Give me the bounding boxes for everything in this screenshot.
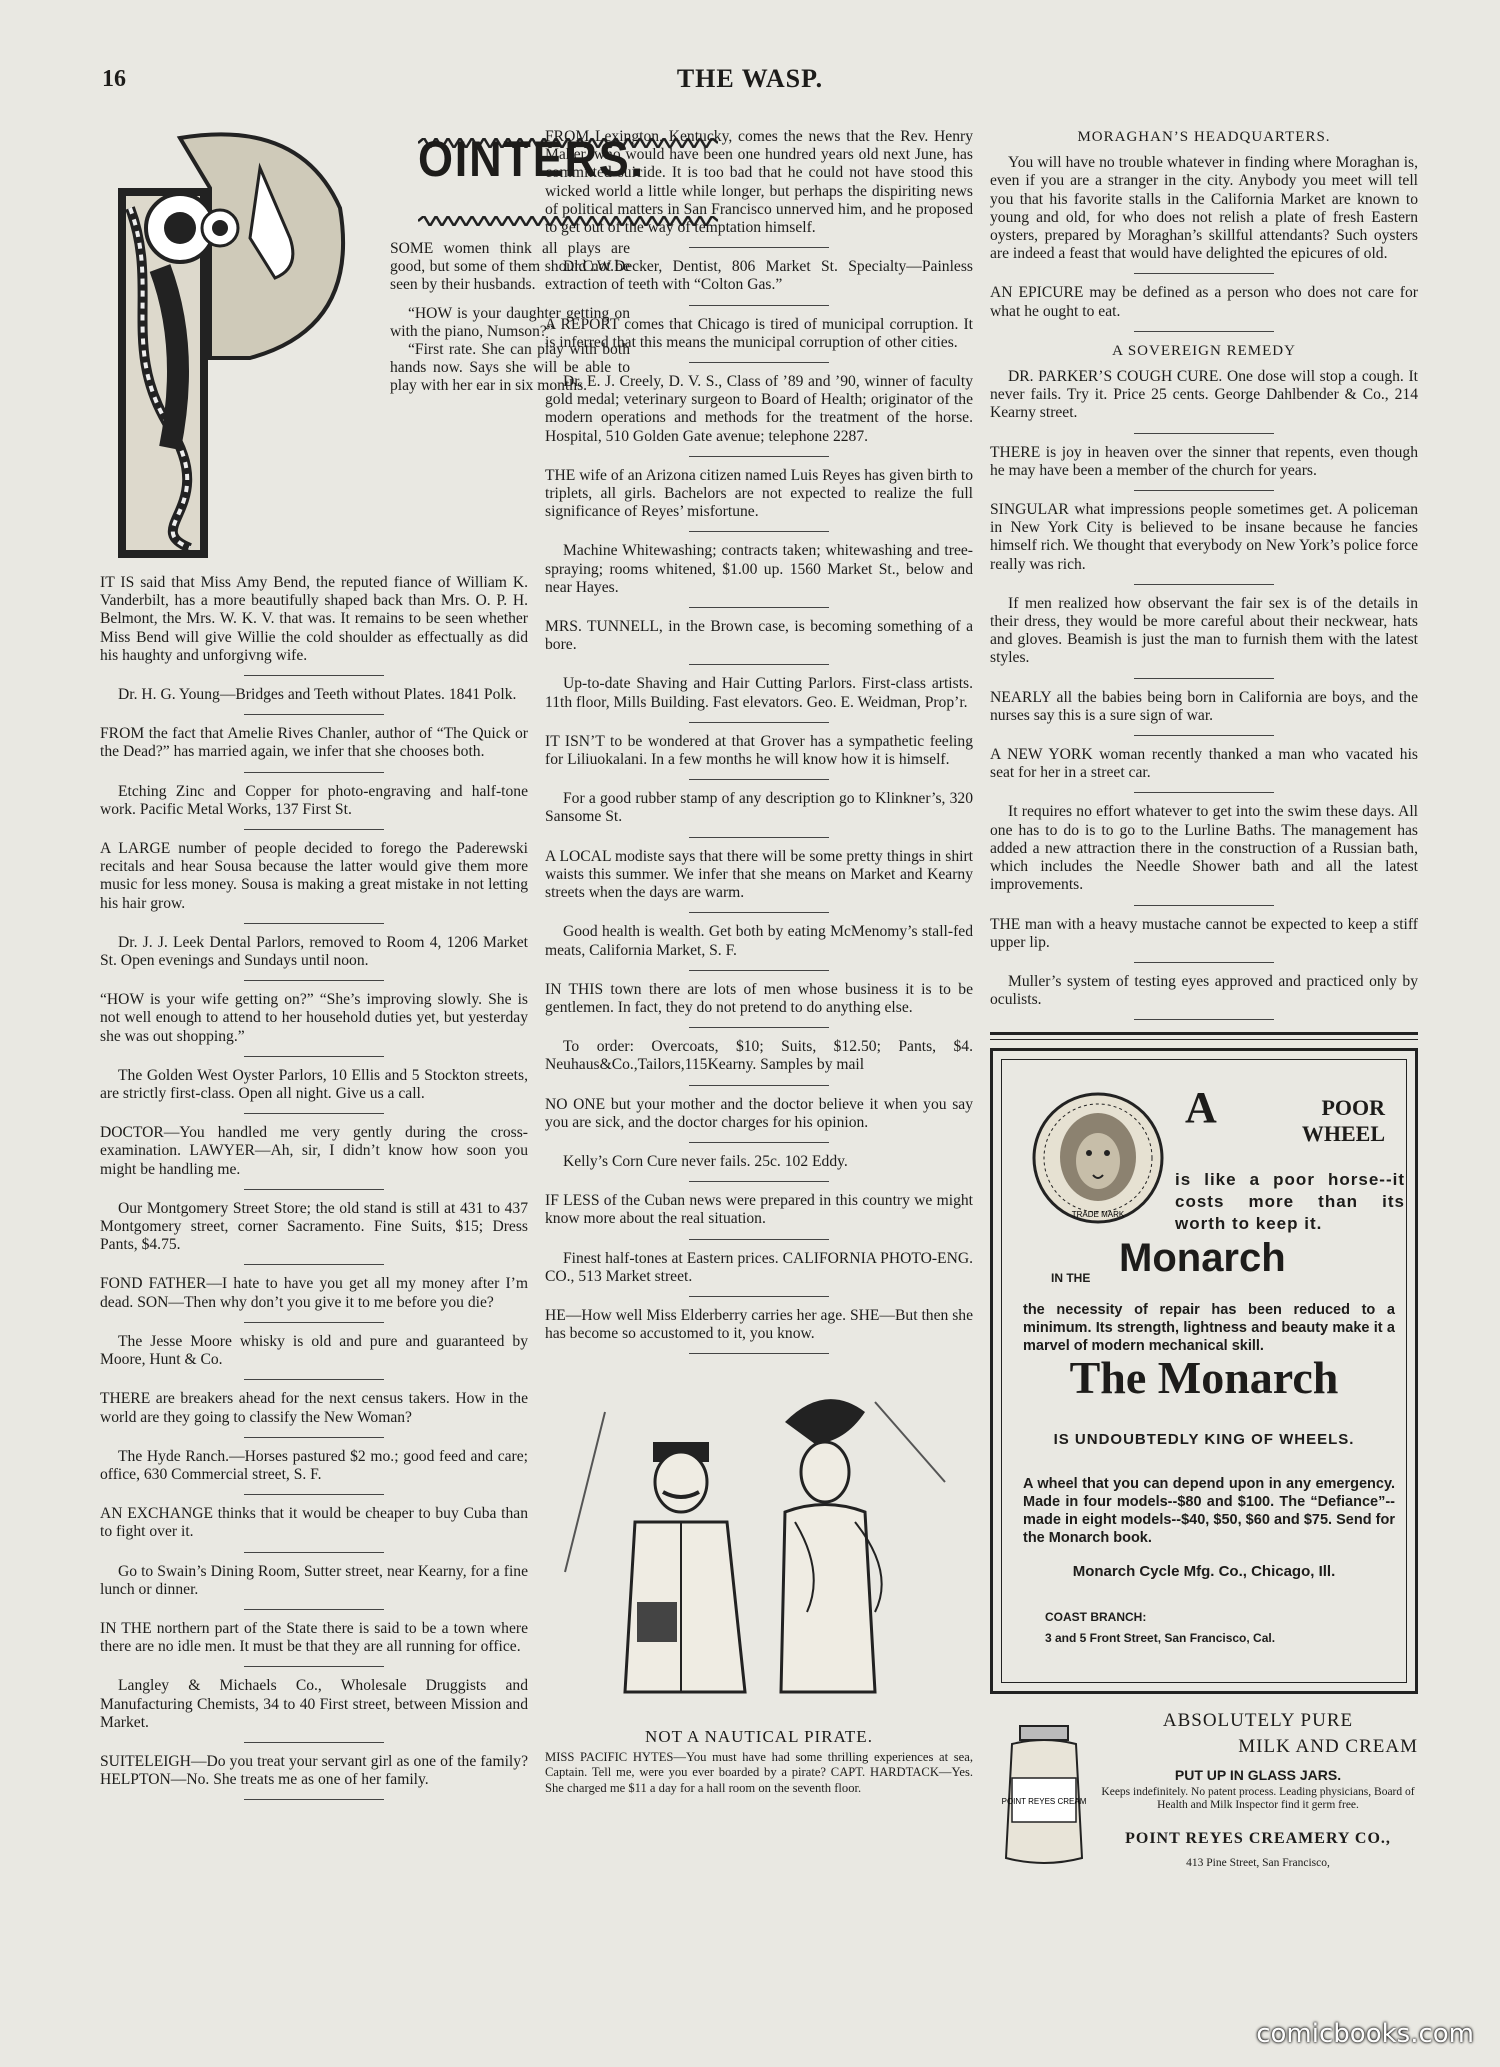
advertisement-item <box>100 1067 528 1103</box>
item-text: DOCTOR—You handled me very gently during the cross-examination. LAWYER—Ah, sir, I didn’t know how soon you might be handling me. <box>100 1124 528 1178</box>
item-text: The Hyde Ranch.—Horses pastured $2 mo.; good feed and care; office, 630 Commercial street, S. F. <box>100 1447 528 1483</box>
item-text: Up-to-date Shaving and Hair Cutting Parlors. First-class artists. 11th floor, Mills Building. Fast elevators. Geo. E. Weidman, Prop’r. <box>545 675 973 711</box>
item-text: AN EXCHANGE thinks that it would be cheaper to buy Cuba than to fight over it. <box>100 1505 528 1541</box>
divider-thick <box>990 1032 1418 1035</box>
divider-thin <box>990 1039 1418 1040</box>
divider <box>689 607 829 608</box>
left-column <box>100 128 645 1810</box>
divider <box>689 970 829 971</box>
paragraph-item <box>545 848 973 903</box>
item-text: THERE are breakers ahead for the next census takers. How in the world are they going to classify the New Woman? <box>100 1390 528 1426</box>
item-text: IF LESS of the Cuban news were prepared in this country we might know more about the real situation. <box>545 1192 973 1228</box>
divider <box>689 1353 829 1354</box>
divider <box>244 675 384 676</box>
advertisement-item <box>100 1677 528 1732</box>
item-text: A NEW YORK woman recently thanked a man who vacated his seat for her in a street car. <box>990 746 1418 782</box>
middle-column <box>545 128 973 1797</box>
item-text: Kelly’s Corn Cure never fails. 25c. 102 Eddy. <box>563 1152 848 1170</box>
item-text: A LARGE number of people decided to forego the Paderewski recitals and hear Sousa because the latter would give them more music for less money. Sousa is making a great mistake in not letting his hair grow. <box>100 840 528 912</box>
advertisement-item <box>545 1038 973 1074</box>
item-text: AN EPICURE may be defined as a person who does not care for what he ought to eat. <box>990 284 1418 320</box>
advertisement-item <box>990 595 1418 668</box>
divider <box>244 1189 384 1190</box>
divider <box>244 1666 384 1667</box>
item-text: IN THE northern part of the State there is said to be a town where there are no idle men. It must be that they are all running for office. <box>100 1619 528 1656</box>
section-heading: A SOVEREIGN REMEDY <box>1112 342 1296 359</box>
item-text: A REPORT comes that Chicago is tired of municipal corruption. It is inferred that this means the municipal corruption of other cities. <box>545 315 973 351</box>
divider <box>1134 1019 1274 1020</box>
paragraph-item <box>100 991 528 1046</box>
item-text: THE wife of an Arizona citizen named Luis Reyes has given birth to triplets, all girls. Bachelors are not expected to realize the full significance of Reyes’ misfortune. <box>545 466 973 521</box>
advertisement-item <box>545 542 973 597</box>
advertisement-item <box>990 368 1418 423</box>
divider <box>689 1296 829 1297</box>
divider <box>1134 735 1274 736</box>
monarch-bicycle-ad <box>990 1048 1418 1694</box>
intro-item: SOME women think all plays are good, but some of them should not be seen by their husbands. <box>390 240 630 294</box>
divider <box>244 1322 384 1323</box>
divider <box>689 1027 829 1028</box>
item-text: Finest half-tones at Eastern prices. CALIFORNIA PHOTO-ENG. CO., 513 Market street. <box>545 1249 973 1285</box>
milk-line-3: PUT UP IN GLASS JARS. <box>1174 1767 1342 1784</box>
trademark-label: TRADE MARK <box>1071 1210 1125 1220</box>
paragraph-item <box>990 689 1418 725</box>
item-text: “HOW is your wife getting on?” “She’s improving slowly. She is not well enough to attend to her household duties yet, but yesterday she was out shopping.” <box>100 991 528 1045</box>
item-text: HE—How well Miss Elderberry carries her age. SHE—But then she has become so accustomed to it, you know. <box>545 1306 973 1343</box>
divider <box>689 722 829 723</box>
right-column <box>990 128 1418 1908</box>
divider <box>1134 792 1274 793</box>
item-text: For a good rubber stamp of any description go to Klinkner’s, 320 Sansome St. <box>545 790 973 826</box>
point-reyes-milk-ad <box>990 1708 1418 1908</box>
divider <box>1134 905 1274 906</box>
divider <box>244 1609 384 1610</box>
divider <box>689 1181 829 1182</box>
item-text: IT IS said that Miss Amy Bend, the reputed fiance of William K. Vanderbilt, has a more beautifully shaped back than Mrs. O. P. H. Belmont, the Mrs. W. K. V. that was. It remains to be seen whether Miss Bend will give Willie the cold shoulder as effectually as did his haughty and unforgivng wife. <box>100 574 528 664</box>
item-text: The Golden West Oyster Parlors, 10 Ellis and 5 Stockton streets, are strictly first-class. Open all night. Give us a call. <box>100 1066 528 1103</box>
divider <box>1134 584 1274 585</box>
ad-the-monarch: The Monarch <box>1069 1352 1339 1404</box>
ad-in-the: IN THE <box>1051 1271 1091 1286</box>
paragraph-item <box>545 1192 973 1228</box>
paragraph-item <box>990 746 1418 782</box>
divider <box>244 1437 384 1438</box>
item-text: The Jesse Moore whisky is old and pure and guaranteed by Moore, Hunt & Co. <box>100 1332 528 1369</box>
captain-and-lady-illustration <box>545 1372 973 1712</box>
moraghan-title: MORAGHAN’S HEADQUARTERS. <box>1077 129 1331 145</box>
advertisement-item <box>100 934 528 970</box>
daughter-item-a: “First rate. She can play with both hands now. Says she will be able to play with her ear in six months. <box>390 341 630 395</box>
divider <box>244 1494 384 1495</box>
paragraph-item <box>990 444 1418 480</box>
divider <box>244 923 384 924</box>
paragraph-item <box>545 467 973 522</box>
item-text: Our Montgomery Street Store; the old stand is still at 431 to 437 Montgomery street, corner Sacramento. Fine Suits, $15; Dress Pants, $4.75. <box>100 1199 528 1254</box>
middle-items <box>545 128 973 1354</box>
ad-body-2: A wheel that you can depend upon in any emergency. Made in four models--$80 and $100. The “Defiance”--made in eight models--$40, $50, $60 and $75. Send for the Monarch book. <box>1023 1476 1395 1547</box>
milk-jar-icon <box>998 1722 1090 1868</box>
advertisement-item <box>545 373 973 446</box>
advertisement-item <box>100 1200 528 1255</box>
advertisement-item <box>545 790 973 826</box>
item-text: MRS. TUNNELL, in the Brown case, is becoming something of a bore. <box>545 618 973 654</box>
ad-monarch-name: Monarch <box>1119 1236 1286 1281</box>
divider <box>689 362 829 363</box>
item-text: Etching Zinc and Copper for photo-engraving and half-tone work. Pacific Metal Works, 137 First St. <box>100 782 528 818</box>
illustration-caption-title: NOT A NAUTICAL PIRATE. <box>645 1726 873 1746</box>
paragraph-item <box>100 1620 528 1656</box>
paragraph-item <box>100 840 528 913</box>
item-text: FOND FATHER—I hate to have you get all my money after I’m dead. SON—Then why don’t you give it to me before you die? <box>100 1275 528 1311</box>
divider <box>689 305 829 306</box>
divider <box>689 247 829 248</box>
divider <box>244 1264 384 1265</box>
divider <box>1134 433 1274 434</box>
milk-line-2: MILK AND CREAM <box>1238 1736 1418 1758</box>
lion-trademark-icon <box>1031 1091 1165 1225</box>
item-text: SUITELEIGH—Do you treat your servant girl as one of the family? HELPTON—No. She treats me as one of her family. <box>100 1752 528 1789</box>
item-text: If men realized how observant the fair sex is of the details in their dress, they would be more careful about their neckwear, hats and gloves. Beamish is just the man to furnish them with the latest styles. <box>990 594 1418 667</box>
advertisement-item <box>545 1153 973 1171</box>
divider <box>244 1799 384 1800</box>
item-text: DR. PARKER’S COUGH CURE. One dose will stop a cough. It never fails. Try it. Price 25 cents. George Dahlbender & Co., 214 Kearny street. <box>990 368 1418 422</box>
item-text: Dr.C.W.Decker, Dentist, 806 Market St. Specialty—Painless extraction of teeth with “Colton Gas.” <box>545 258 973 294</box>
divider <box>1134 962 1274 963</box>
milk-address: 413 Pine Street, San Francisco, <box>1186 1857 1330 1870</box>
daughter-item-q: “HOW is your daughter getting on with the piano, Numson?” <box>390 304 630 340</box>
ad-branch-label: COAST BRANCH: <box>1045 1610 1147 1625</box>
ad-king-of-wheels: IS UNDOUBTEDLY KING OF WHEELS. <box>1053 1431 1355 1449</box>
divider <box>689 664 829 665</box>
item-text: It requires no effort whatever to get into the swim these days. All one has to do is to go to the Lurline Baths. The management has added a new attraction there in the construction of a Russian bath, which includes the Needle Shower bath and all the latest improvements. <box>990 803 1418 894</box>
illustration-caption: MISS PACIFIC HYTES—You must have had some thrilling experiences at sea, Captain. Tell me, were you ever boarded by a pirate? CAPT. HARDTACK—Yes. She charged me $11 a day for a hall room on the seventh floor. <box>545 1749 973 1795</box>
divider <box>689 1239 829 1240</box>
paragraph-item <box>545 618 973 654</box>
paragraph-item <box>545 316 973 352</box>
right-items <box>990 284 1418 1020</box>
ad-a: A <box>1185 1083 1217 1133</box>
divider <box>244 772 384 773</box>
divider <box>244 980 384 981</box>
item-text: Machine Whitewashing; contracts taken; whitewashing and tree-spraying; rooms whitened, $1.00 up. 1560 Market St., below and near Hayes. <box>545 542 973 596</box>
item-text: Dr. H. G. Young—Bridges and Teeth without Plates. 1841 Polk. <box>118 686 517 704</box>
item-text: SINGULAR what impressions people sometimes get. A policeman in New York City is believed to be insane because he fancies himself rich. We thought that everybody on New York’s police force really was rich. <box>990 501 1418 573</box>
ad-poor-wheel: POOR WHEEL <box>1301 1095 1385 1147</box>
divider <box>689 531 829 532</box>
milk-line-1: ABSOLUTELY PURE <box>1162 1710 1354 1732</box>
advertisement-item <box>545 675 973 711</box>
divider <box>689 779 829 780</box>
paragraph-item <box>100 1124 528 1179</box>
advertisement-item <box>100 686 528 704</box>
watermark: comicbooks.com <box>1256 2019 1474 2049</box>
paragraph-item <box>100 1390 528 1426</box>
item-text: IN THIS town there are lots of men whose business it is to be gentlemen. In fact, they do not pretend to do anything else. <box>545 980 973 1016</box>
item-text: FROM the fact that Amelie Rives Chanler, author of “The Quick or the Dead?” has married again, we infer that she chooses both. <box>100 725 528 761</box>
paragraph-item <box>545 981 973 1017</box>
divider <box>244 1552 384 1553</box>
divider <box>689 456 829 457</box>
milk-company: POINT REYES CREAMERY CO., <box>1125 1830 1391 1848</box>
divider <box>689 912 829 913</box>
divider <box>1134 331 1274 332</box>
paragraph-item <box>545 1096 973 1132</box>
item-text: Muller’s system of testing eyes approved and practiced only by oculists. <box>990 972 1418 1009</box>
divider <box>689 1142 829 1143</box>
pointers-title: OINTERS. <box>418 131 645 187</box>
advertisement-item <box>990 803 1418 894</box>
advertisement-item <box>545 258 973 294</box>
divider <box>244 1742 384 1743</box>
ad-tagline: is like a poor horse--it costs more than its worth to keep it. <box>1175 1170 1405 1234</box>
item-text: IT ISN’T to be wondered at that Grover has a sympathetic feeling for Liliuokalani. In a few months he will know how it is himself. <box>545 732 973 769</box>
item-text: THE man with a heavy mustache cannot be expected to keep a stiff upper lip. <box>990 915 1418 951</box>
item-text: NEARLY all the babies being born in California are boys, and the nurses say this is a sure sign of war. <box>990 688 1418 724</box>
paragraph-item <box>545 128 973 237</box>
paragraph-item <box>990 916 1418 952</box>
advertisement-item <box>100 1333 528 1369</box>
paragraph-item <box>100 1505 528 1541</box>
paragraph-item <box>990 284 1418 320</box>
divider <box>1134 490 1274 491</box>
item-text: Dr. J. J. Leek Dental Parlors, removed to Room 4, 1206 Market St. Open evenings and Sundays until noon. <box>100 933 528 970</box>
item-text: FROM Lexington, Kentucky, comes the news that the Rev. Henry Maher, who would have been one hundred years old next June, has committed suicide. It is too bad that he could not have stood this wicked world a little while longer, but perhaps the dispiriting news of political matters in San Francisco unnerved him, and he proposed to get out of the way of temptation himself. <box>545 128 973 237</box>
advertisement-item <box>990 973 1418 1009</box>
pointers-header <box>100 128 645 568</box>
ad-company: Monarch Cycle Mfg. Co., Chicago, Ill. <box>1072 1563 1336 1581</box>
divider <box>244 829 384 830</box>
divider <box>689 1085 829 1086</box>
jar-label: POINT REYES CREAM <box>1001 1797 1087 1807</box>
advertisement-item <box>545 1250 973 1286</box>
ad-body-1: the necessity of repair has been reduced to a minimum. Its strength, lightness and beauty make it a marvel of modern mechanical skill. <box>1023 1302 1395 1355</box>
advertisement-item <box>545 923 973 959</box>
ad-branch-address: 3 and 5 Front Street, San Francisco, Cal. <box>1045 1631 1276 1646</box>
decorative-initial-p-illustration <box>100 128 365 568</box>
paragraph-item <box>100 574 528 665</box>
advertisement-item <box>100 1563 528 1599</box>
page-number: 16 <box>102 66 126 92</box>
paragraph-item <box>545 1307 973 1343</box>
left-items <box>100 574 528 1800</box>
divider <box>244 714 384 715</box>
paragraph-item <box>545 733 973 769</box>
paragraph-item <box>100 1275 528 1311</box>
divider <box>1134 678 1274 679</box>
item-text: THERE is joy in heaven over the sinner that repents, even though he may have been a member of the church for years. <box>990 443 1418 479</box>
milk-line-4: Keeps indefinitely. No patent process. Leading physicians, Board of Health and Milk Inspector find it germ free. <box>1101 1786 1415 1812</box>
item-text: A LOCAL modiste says that there will be some pretty things in shirt waists this summer. We infer that she means on Market and Kearny streets when the days are warm. <box>545 847 973 902</box>
item-text: Go to Swain’s Dining Room, Sutter street, near Kearny, for a fine lunch or dinner. <box>100 1562 528 1598</box>
moraghan-text: You will have no trouble whatever in finding where Moraghan is, even if you are a stranger in the city. Anybody you meet will tell you that his favorite stalls in the California Market are known to young and old, for who does not relish a plate of fresh Eastern oysters, prepared by Moraghan’s skillful attendants? Such oysters are indeed a feast that would have delighted the epicures of old. <box>990 154 1418 263</box>
divider <box>244 1113 384 1114</box>
item-text: To order: Overcoats, $10; Suits, $12.50; Pants, $4. Neuhaus&Co.,Tailors,115Kearny. Samples by mail <box>545 1038 973 1074</box>
paragraph-item <box>100 725 528 761</box>
item-text: Dr. E. J. Creely, D. V. S., Class of ’89 and ’90, winner of faculty gold medal; veterinary surgeon to Board of Health; originator of the modern operations and methods for the treatment of the horse. Hospital, 510 Golden Gate avenue; telephone 2287. <box>545 373 973 445</box>
divider <box>244 1056 384 1057</box>
divider <box>244 1379 384 1380</box>
advertisement-item <box>100 1448 528 1484</box>
item-text: Good health is wealth. Get both by eating McMenomy’s stall-fed meats, California Market, S. F. <box>545 923 973 959</box>
divider <box>1134 273 1274 274</box>
item-text: NO ONE but your mother and the doctor believe it when you say you are sick, and the doctor charges for his opinion. <box>545 1095 973 1131</box>
advertisement-item <box>100 783 528 819</box>
paragraph-item <box>990 501 1418 574</box>
masthead: THE WASP. <box>676 64 824 93</box>
paragraph-item <box>100 1753 528 1789</box>
divider <box>689 837 829 838</box>
item-text: Langley & Michaels Co., Wholesale Druggists and Manufacturing Chemists, 34 to 40 First street, between Mission and Market. <box>100 1677 528 1731</box>
